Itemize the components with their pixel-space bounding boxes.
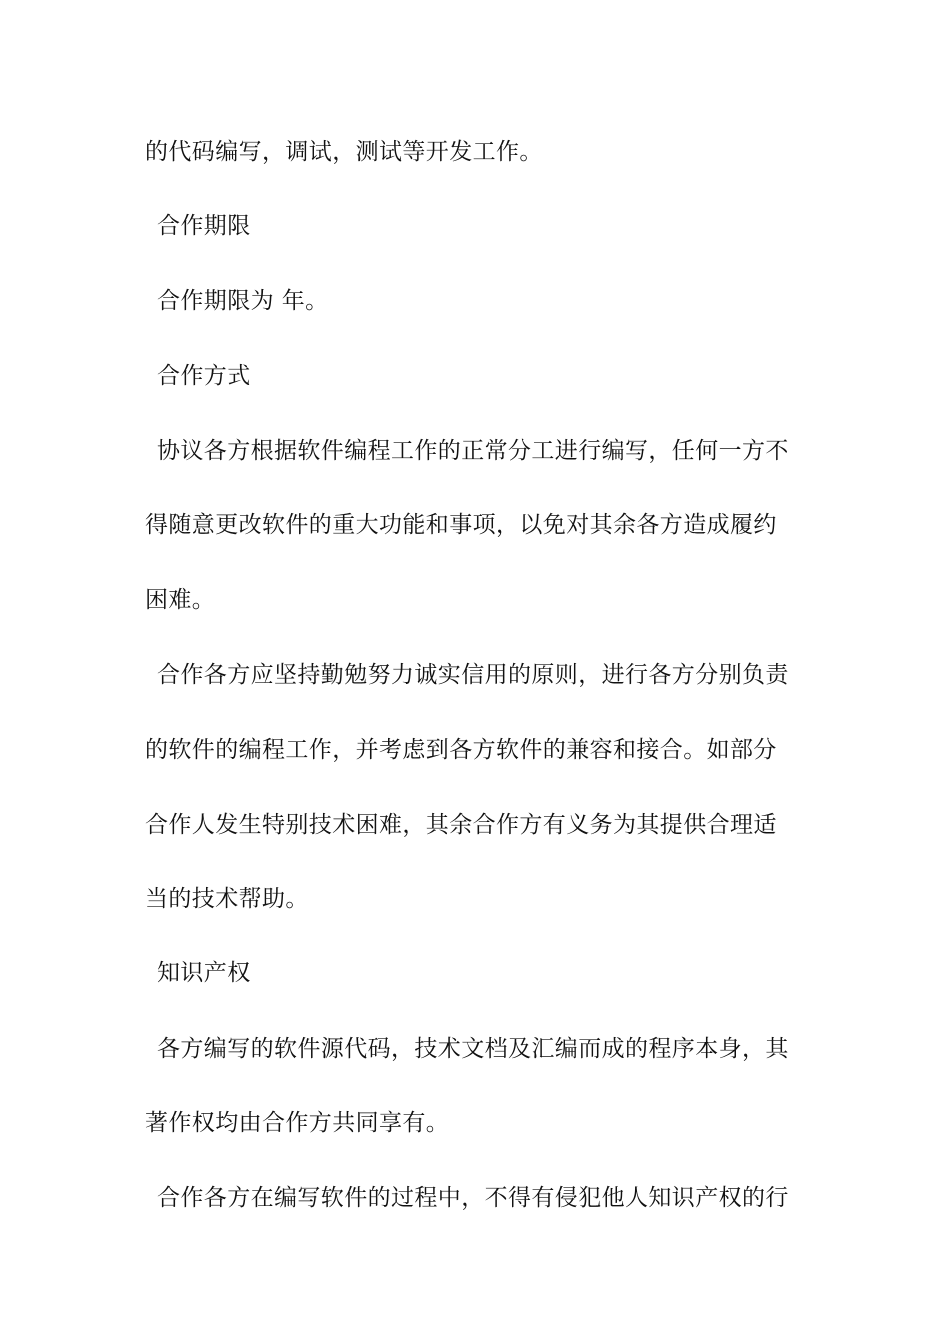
paragraph-line: 合作期限为 年。 — [157, 288, 329, 314]
section-heading-cooperation-method: 合作方式 — [157, 363, 251, 389]
paragraph-line: 协议各方根据软件编程工作的正常分工进行编写，任何一方不 — [157, 438, 789, 464]
paragraph-line: 合作各方在编写软件的过程中，不得有侵犯他人知识产权的行 — [157, 1185, 789, 1211]
section-heading-intellectual-property: 知识产权 — [157, 960, 251, 986]
section-heading-cooperation-term: 合作期限 — [157, 213, 251, 239]
paragraph-line: 合作各方应坚持勤勉努力诚实信用的原则，进行各方分别负责 — [157, 662, 789, 688]
paragraph-line: 各方编写的软件源代码，技术文档及汇编而成的程序本身，其 — [157, 1036, 789, 1062]
paragraph-line: 合作人发生特别技术困难，其余合作方有义务为其提供合理适 — [145, 812, 777, 838]
paragraph-line: 著作权均由合作方共同享有。 — [145, 1110, 450, 1136]
paragraph-line: 的代码编写，调试，测试等开发工作。 — [145, 139, 543, 165]
paragraph-line: 的软件的编程工作，并考虑到各方软件的兼容和接合。如部分 — [145, 737, 777, 763]
paragraph-line: 得随意更改软件的重大功能和事项，以免对其余各方造成履约 — [145, 512, 777, 538]
paragraph-line: 困难。 — [145, 587, 216, 613]
paragraph-line: 当的技术帮助。 — [145, 886, 309, 912]
